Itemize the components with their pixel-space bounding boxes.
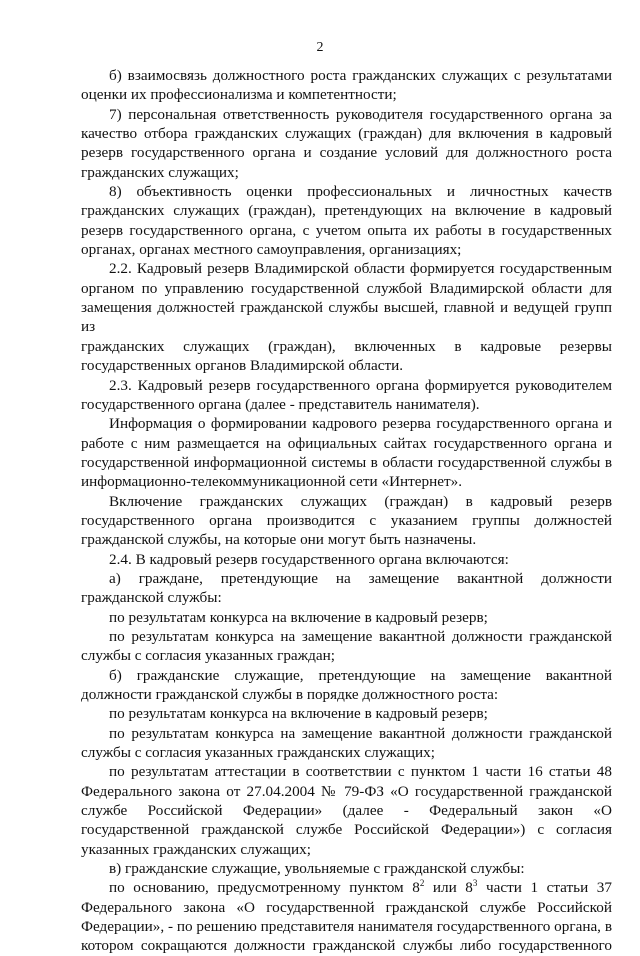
text-line: гражданских служащих (граждан), претендующих на включение в кадровый bbox=[81, 202, 612, 220]
text-line: а) граждане, претендующие на замещение вакантной должности bbox=[109, 569, 612, 587]
text-line: по результатам конкурса на замещение вакантной должности гражданской bbox=[109, 724, 612, 742]
text-line: государственного органа производится с указанием группы должностей bbox=[81, 511, 612, 529]
text-line: 7) персональная ответственность руководителя государственного органа за bbox=[109, 105, 612, 123]
text-line: 8) объективность оценки профессиональных и личностных качеств bbox=[109, 183, 612, 201]
text-line: Федерального закона от 27.04.2004 № 79-ФЗ «О государственной гражданской bbox=[81, 782, 612, 800]
text-line: государственной информационной системы в области государственной службы в bbox=[81, 453, 612, 471]
text-line: государственного органа (далее - представитель нанимателя). bbox=[81, 395, 480, 413]
text-line: б) гражданские служащие, претендующие на замещение вакантной bbox=[109, 666, 612, 684]
text-line: по результатам конкурса на включение в кадровый резерв; bbox=[109, 705, 488, 723]
text-line: гражданской службы, на которые они могут быть назначены. bbox=[81, 531, 477, 549]
text-line: Информация о формировании кадрового резерва государственного органа и bbox=[109, 415, 612, 433]
text-line: оценки их профессионализма и компетентности; bbox=[81, 86, 397, 104]
text-line: службы с согласия указанных гражданских служащих; bbox=[81, 744, 435, 762]
text-line: по результатам аттестации в соответствии с пунктом 1 части 16 статьи 48 bbox=[109, 763, 612, 781]
text-line: органах, органах местного самоуправления, организациях; bbox=[81, 241, 462, 259]
text-line: гражданских служащих (граждан), включенных в кадровые резервы bbox=[81, 337, 612, 355]
text-line: должности гражданской службы в порядке должностного роста: bbox=[81, 686, 499, 703]
superscript: 2 bbox=[419, 878, 425, 889]
text-line: резерв государственного органа, с учетом опыта их работы в государственных bbox=[81, 221, 612, 239]
text-line: 2.3. Кадровый резерв государственного органа формируется руководителем bbox=[109, 376, 612, 394]
text-line: органом по управлению государственной службой Владимирской области для bbox=[81, 279, 612, 297]
superscript: 3 bbox=[472, 878, 478, 889]
text-fragment: части 1 статьи 37 bbox=[477, 879, 612, 897]
text-line: службе Российской Федерации» (далее - Федеральный закон «О bbox=[81, 802, 612, 820]
text-line: резерв государственного органа и создание условий для должностного роста bbox=[81, 144, 612, 162]
text-line: по результатам конкурса на замещение вакантной должности гражданской bbox=[109, 627, 612, 645]
text-line: замещения должностей гражданской службы высшей, главной и ведущей групп из bbox=[81, 299, 612, 336]
text-line: Включение гражданских служащих (граждан) в кадровый резерв bbox=[109, 492, 612, 510]
text-line: информационно-телекоммуникационной сети «Интернет». bbox=[81, 473, 463, 491]
text-line: Федерального закона «О государственной гражданской службе Российской bbox=[81, 898, 612, 916]
text-line: в) гражданские служащие, увольняемые с гражданской службы: bbox=[109, 860, 525, 878]
page-number: 2 bbox=[316, 40, 324, 55]
text-fragment: или 8 bbox=[424, 879, 473, 897]
text-line: котором сокращаются должности гражданской службы либо государственного bbox=[81, 937, 612, 955]
text-line: 2.2. Кадровый резерв Владимирской области формируется государственным bbox=[109, 260, 612, 278]
text-line: гражданской службы: bbox=[81, 589, 222, 607]
text-line: работе с ним размещается на официальных сайтах государственного органа и bbox=[81, 434, 612, 452]
text-line bbox=[81, 878, 612, 897]
text-line: 2.4. В кадровый резерв государственного органа включаются: bbox=[109, 550, 509, 568]
text-line: б) взаимосвязь должностного роста гражданских служащих с результатами bbox=[109, 67, 612, 84]
text-fragment: по основанию, предусмотренному пунктом 8 bbox=[109, 879, 420, 897]
text-line: Федерации», - по решению представителя нанимателя государственного органа, в bbox=[81, 918, 612, 936]
text-line: государственной гражданской службе Российской Федерации») с согласия bbox=[81, 821, 612, 839]
text-line: государственных органов Владимирской области. bbox=[81, 357, 404, 375]
text-line: по результатам конкурса на включение в кадровый резерв; bbox=[109, 608, 488, 626]
text-line: качество отбора гражданских служащих (граждан) для включения в кадровый bbox=[81, 125, 612, 143]
document-body bbox=[81, 66, 612, 956]
text-line: гражданских служащих; bbox=[81, 163, 239, 181]
text-line: службы с согласия указанных граждан; bbox=[81, 647, 335, 665]
text-line: указанных гражданских служащих; bbox=[81, 840, 311, 858]
